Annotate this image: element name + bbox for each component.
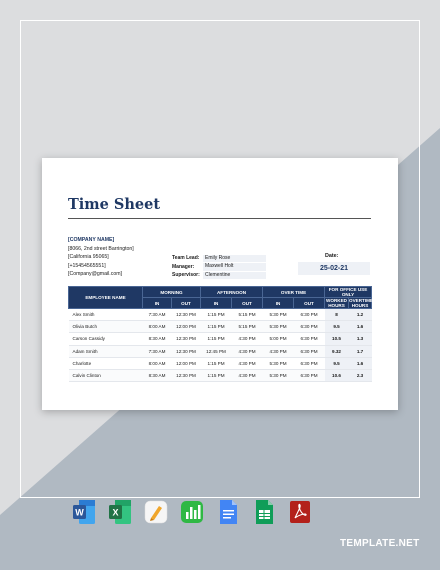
date-value: 25-02-21 <box>298 262 370 275</box>
cell: 4:30 PM <box>232 369 263 381</box>
overtime-hours-cell: 2.3 <box>349 369 372 381</box>
employee-name-cell: Calvin Clinton <box>69 369 143 381</box>
cell: 1:15 PM <box>201 333 232 345</box>
google-sheets-icon[interactable] <box>252 498 276 526</box>
col-overtime-hours: OVERTIME HOURS <box>349 298 374 308</box>
team-lead-row <box>172 254 266 263</box>
leads-block <box>172 254 266 280</box>
table-row <box>69 333 372 345</box>
col-morning-out: OUT <box>172 298 201 309</box>
table-row <box>69 345 372 357</box>
table-row <box>69 357 372 369</box>
cell: 1:15 PM <box>201 309 232 321</box>
employee-name-cell: Charlotte <box>69 357 143 369</box>
cell: 5:30 PM <box>263 321 294 333</box>
col-afternoon-out: OUT <box>232 298 263 309</box>
col-overtime-out: OUT <box>294 298 325 309</box>
cell: 7:30 AM <box>143 345 172 357</box>
pages-icon[interactable] <box>144 498 168 526</box>
numbers-icon[interactable] <box>180 498 204 526</box>
company-block <box>68 236 134 279</box>
google-docs-icon[interactable] <box>216 498 240 526</box>
worked-hours-cell: 10.6 <box>325 369 349 381</box>
employee-name-cell: Adam Smith <box>69 345 143 357</box>
company-address: [8066, 2nd street Barrington] <box>68 245 134 252</box>
table-row <box>69 369 372 381</box>
cell: 4:30 PM <box>232 345 263 357</box>
cell: 6:30 PM <box>294 321 325 333</box>
overtime-hours-cell: 1.3 <box>349 333 372 345</box>
cell: 5:30 PM <box>263 309 294 321</box>
company-state: [California 95065] <box>68 254 109 261</box>
cell: 1:15 PM <box>201 357 232 369</box>
worked-hours-cell: 10.5 <box>325 333 349 345</box>
employee-name-cell: Carson Cassidy <box>69 333 143 345</box>
cell: 12:30 PM <box>172 369 201 381</box>
time-sheet-document <box>42 158 398 410</box>
col-morning: MORNING <box>143 287 201 298</box>
company-phone: [+15454565551] <box>68 262 106 269</box>
team-lead-label: Team Lead: <box>172 255 200 262</box>
col-worked-hours: WORKED HOURS <box>326 298 347 308</box>
cell: 4:30 PM <box>232 357 263 369</box>
cell: 12:00 PM <box>172 321 201 333</box>
cell: 12:30 PM <box>172 309 201 321</box>
col-employee-name: EMPLOYEE NAME <box>69 287 143 309</box>
cell: 7:30 AM <box>143 309 172 321</box>
cell: 8:00 AM <box>143 321 172 333</box>
cell: 8:30 AM <box>143 333 172 345</box>
cell: 5:30 PM <box>263 369 294 381</box>
supervisor-label: Supervisor: <box>172 272 200 279</box>
col-morning-in: IN <box>143 298 172 309</box>
overtime-hours-cell: 1.2 <box>349 309 372 321</box>
cell: 12:45 PM <box>201 345 232 357</box>
excel-icon[interactable] <box>108 498 132 526</box>
cell: 4:30 PM <box>232 333 263 345</box>
overtime-hours-cell: 1.6 <box>349 357 372 369</box>
manager-row <box>172 263 266 272</box>
date-label: Date: <box>325 253 339 259</box>
employee-name-cell: Alex Smith <box>69 309 143 321</box>
page-title: Time Sheet <box>68 196 161 213</box>
cell: 1:15 PM <box>201 321 232 333</box>
cell: 6:30 PM <box>294 345 325 357</box>
worked-hours-cell: 9.32 <box>325 345 349 357</box>
cell: 8:00 AM <box>143 357 172 369</box>
cell: 12:30 PM <box>172 345 201 357</box>
team-lead-value: Emily Rose <box>203 255 266 263</box>
cell: 6:30 PM <box>294 309 325 321</box>
word-icon[interactable] <box>72 498 96 526</box>
pdf-icon[interactable] <box>288 498 312 526</box>
svg-text:X: X <box>112 507 119 518</box>
title-divider <box>68 218 371 219</box>
col-afternoon: AFTERNOON <box>201 287 263 298</box>
col-office-use: FOR OFFICE USE ONLY <box>325 287 372 298</box>
cell: 6:30 PM <box>294 369 325 381</box>
cell: 5:30 PM <box>263 357 294 369</box>
cell: 8:30 AM <box>143 369 172 381</box>
app-icons <box>72 498 312 526</box>
cell: 6:30 PM <box>294 357 325 369</box>
cell: 5:15 PM <box>232 309 263 321</box>
time-sheet-table <box>68 286 372 382</box>
cell: 5:00 PM <box>263 333 294 345</box>
col-afternoon-in: IN <box>201 298 232 309</box>
worked-hours-cell: 8 <box>325 309 349 321</box>
manager-label: Manager: <box>172 263 195 270</box>
cell: 5:15 PM <box>232 321 263 333</box>
svg-text:W: W <box>75 507 84 518</box>
company-email: [Company@gmail.com] <box>68 271 122 278</box>
cell: 4:30 PM <box>263 345 294 357</box>
company-name: [COMPANY NAME] <box>68 237 115 243</box>
worked-hours-cell: 9.5 <box>325 321 349 333</box>
worked-hours-cell: 9.5 <box>325 357 349 369</box>
supervisor-row <box>172 271 266 280</box>
table-row <box>69 321 372 333</box>
employee-name-cell: Olivia Butch <box>69 321 143 333</box>
col-overtime-in: IN <box>263 298 294 309</box>
overtime-hours-cell: 1.7 <box>349 345 372 357</box>
cell: 12:00 PM <box>172 357 201 369</box>
col-overtime: OVER TIME <box>263 287 325 298</box>
manager-value: Maxwell Holt <box>203 263 266 271</box>
table-row <box>69 309 372 321</box>
cell: 12:30 PM <box>172 333 201 345</box>
cell: 1:15 PM <box>201 369 232 381</box>
cell: 6:30 PM <box>294 333 325 345</box>
overtime-hours-cell: 1.6 <box>349 321 372 333</box>
supervisor-value: Clementine <box>203 272 266 280</box>
brand-logo: TEMPLATE.NET <box>340 538 420 549</box>
